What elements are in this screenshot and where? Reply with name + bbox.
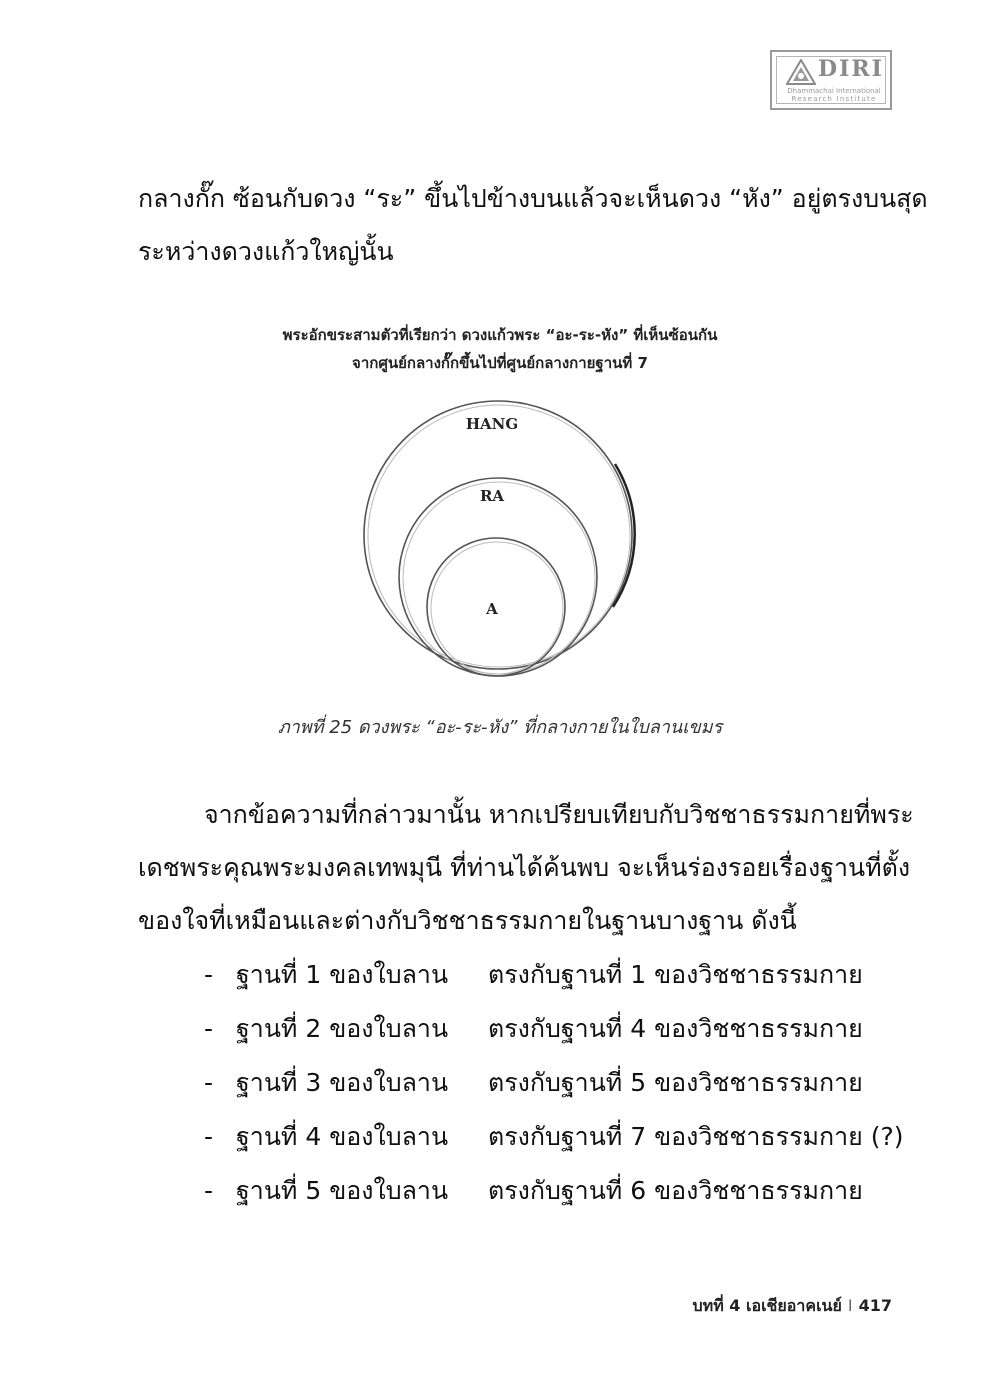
outer-circle: [364, 401, 635, 669]
list-bullet: -: [204, 1176, 214, 1205]
triangle-logo-icon: [786, 59, 816, 85]
nested-spheres-diagram: [360, 392, 640, 684]
figure-title-line-1: พระอักขระสามตัวที่เรียกว่า ดวงแก้วพระ “อะ-ระ-หัง” ที่เห็นซ้อนกัน: [282, 326, 718, 344]
base-comparison-list: [204, 950, 904, 1220]
intro-line-1: กลางกั๊ก ซ้อนกับดวง “ระ” ขึ้นไปข้างบนแล้วจะเห็นดวง “หัง” อยู่ตรงบนสุด: [138, 184, 928, 213]
figure-caption: ภาพที่ 25 ดวงพระ “อะ-ระ-หัง” ที่กลางกายในใบลานเขมร: [277, 717, 723, 738]
comparison-line-1-text: จากข้อความที่กล่าวมานั้น หากเปรียบเทียบกับวิชชาธรรมกายที่พระ: [204, 800, 914, 829]
dhammakaya-base: ตรงกับฐานที่ 7 ของวิชชาธรรมกาย (?): [488, 1122, 904, 1151]
list-bullet: -: [204, 960, 214, 989]
logo-subtitle-line2: Research Institute: [791, 95, 877, 103]
palm-leaf-base: ฐานที่ 4 ของใบลาน: [236, 1122, 449, 1151]
palm-leaf-base: ฐานที่ 2 ของใบลาน: [236, 1014, 449, 1043]
label-a: A: [486, 600, 498, 618]
page-footer: [692, 1294, 892, 1319]
dhammakaya-base: ตรงกับฐานที่ 5 ของวิชชาธรรมกาย: [488, 1068, 863, 1097]
logo-subtitle-line1: Dhammachai International: [787, 87, 881, 95]
label-hang: HANG: [465, 415, 519, 433]
list-bullet: -: [204, 1122, 214, 1151]
intro-paragraph: [138, 172, 928, 278]
footer-separator: I: [847, 1296, 853, 1315]
palm-leaf-base: ฐานที่ 3 ของใบลาน: [236, 1068, 449, 1097]
comparison-line-1: [138, 788, 914, 841]
list-item: [204, 1058, 904, 1112]
list-bullet: -: [204, 1014, 214, 1043]
comparison-line-2: เดชพระคุณพระมงคลเทพมุนี ที่ท่านได้ค้นพบ จะเห็นร่องรอยเรื่องฐานที่ตั้ง: [138, 853, 911, 882]
page-number: 417: [858, 1296, 892, 1315]
list-bullet: -: [204, 1068, 214, 1097]
label-ra: RA: [479, 487, 505, 505]
dhammakaya-base: ตรงกับฐานที่ 1 ของวิชชาธรรมกาย: [488, 960, 863, 989]
intro-line-2: ระหว่างดวงแก้วใหญ่นั้น: [138, 237, 394, 266]
diri-logo: [770, 50, 892, 110]
dhammakaya-base: ตรงกับฐานที่ 4 ของวิชชาธรรมกาย: [488, 1014, 863, 1043]
list-item: [204, 1112, 904, 1166]
comparison-line-3: ของใจที่เหมือนและต่างกับวิชชาธรรมกายในฐานบางฐาน ดังนี้: [138, 906, 797, 935]
logo-name: DIRI: [818, 56, 884, 82]
dhammakaya-base: ตรงกับฐานที่ 6 ของวิชชาธรรมกาย: [488, 1176, 863, 1205]
palm-leaf-base: ฐานที่ 5 ของใบลาน: [236, 1176, 449, 1205]
comparison-paragraph: [138, 788, 914, 947]
list-item: [204, 950, 904, 1004]
list-item: [204, 1166, 904, 1220]
list-item: [204, 1004, 904, 1058]
figure-title-line-2: จากศูนย์กลางกั๊กขึ้นไปที่ศูนย์กลางกายฐานที่ 7: [352, 354, 648, 372]
palm-leaf-base: ฐานที่ 1 ของใบลาน: [236, 960, 449, 989]
chapter-title: บทที่ 4 เอเชียอาคเนย์: [692, 1296, 842, 1315]
